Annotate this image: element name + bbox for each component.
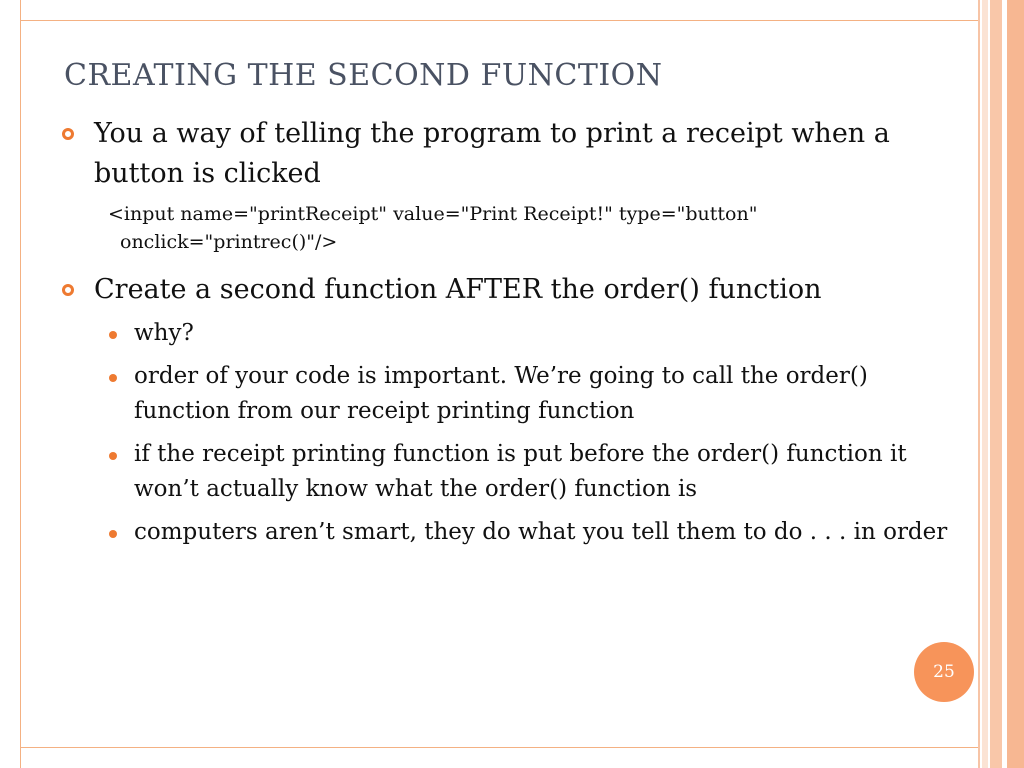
slide-content bbox=[60, 114, 950, 558]
sub-bullet-text: why? bbox=[134, 320, 194, 346]
slide-frame-bottom bbox=[20, 747, 978, 748]
slide-title: CREATING THE SECOND FUNCTION bbox=[64, 58, 663, 93]
sub-bullet-item bbox=[60, 437, 950, 507]
decor-stripe bbox=[982, 0, 988, 768]
bullet-text: Create a second function AFTER the order() function bbox=[94, 274, 822, 305]
sub-bullet-item bbox=[60, 359, 950, 429]
circle-bullet-icon bbox=[62, 284, 74, 296]
decor-stripe bbox=[978, 0, 980, 768]
dot-bullet-icon bbox=[109, 452, 117, 460]
slide-frame-left bbox=[20, 0, 21, 768]
code-snippet: <input name="printReceipt" value="Print Receipt!" type="button" onclick="printrec()"/> bbox=[108, 203, 758, 253]
dot-bullet-icon bbox=[109, 331, 117, 339]
slide-frame-top bbox=[20, 20, 978, 21]
sub-bullet-item bbox=[60, 515, 950, 550]
circle-bullet-icon bbox=[62, 128, 74, 140]
page-number: 25 bbox=[933, 662, 955, 682]
page-number-badge bbox=[914, 642, 974, 702]
decor-stripe bbox=[990, 0, 1002, 768]
sub-bullet-text: if the receipt printing function is put before the order() function it won’t actually know what the order() function is bbox=[134, 441, 907, 502]
bullet-item bbox=[60, 114, 950, 194]
sub-bullet-text: order of your code is important. We’re going to call the order() function from our receipt printing function bbox=[134, 363, 868, 424]
bullet-item bbox=[60, 270, 950, 310]
sub-bullet-item bbox=[60, 316, 950, 351]
dot-bullet-icon bbox=[109, 374, 117, 382]
bullet-text: You a way of telling the program to print a receipt when a button is clicked bbox=[94, 118, 890, 189]
dot-bullet-icon bbox=[109, 530, 117, 538]
decor-stripe bbox=[1007, 0, 1024, 768]
sub-bullet-text: computers aren’t smart, they do what you tell them to do . . . in order bbox=[134, 519, 948, 545]
